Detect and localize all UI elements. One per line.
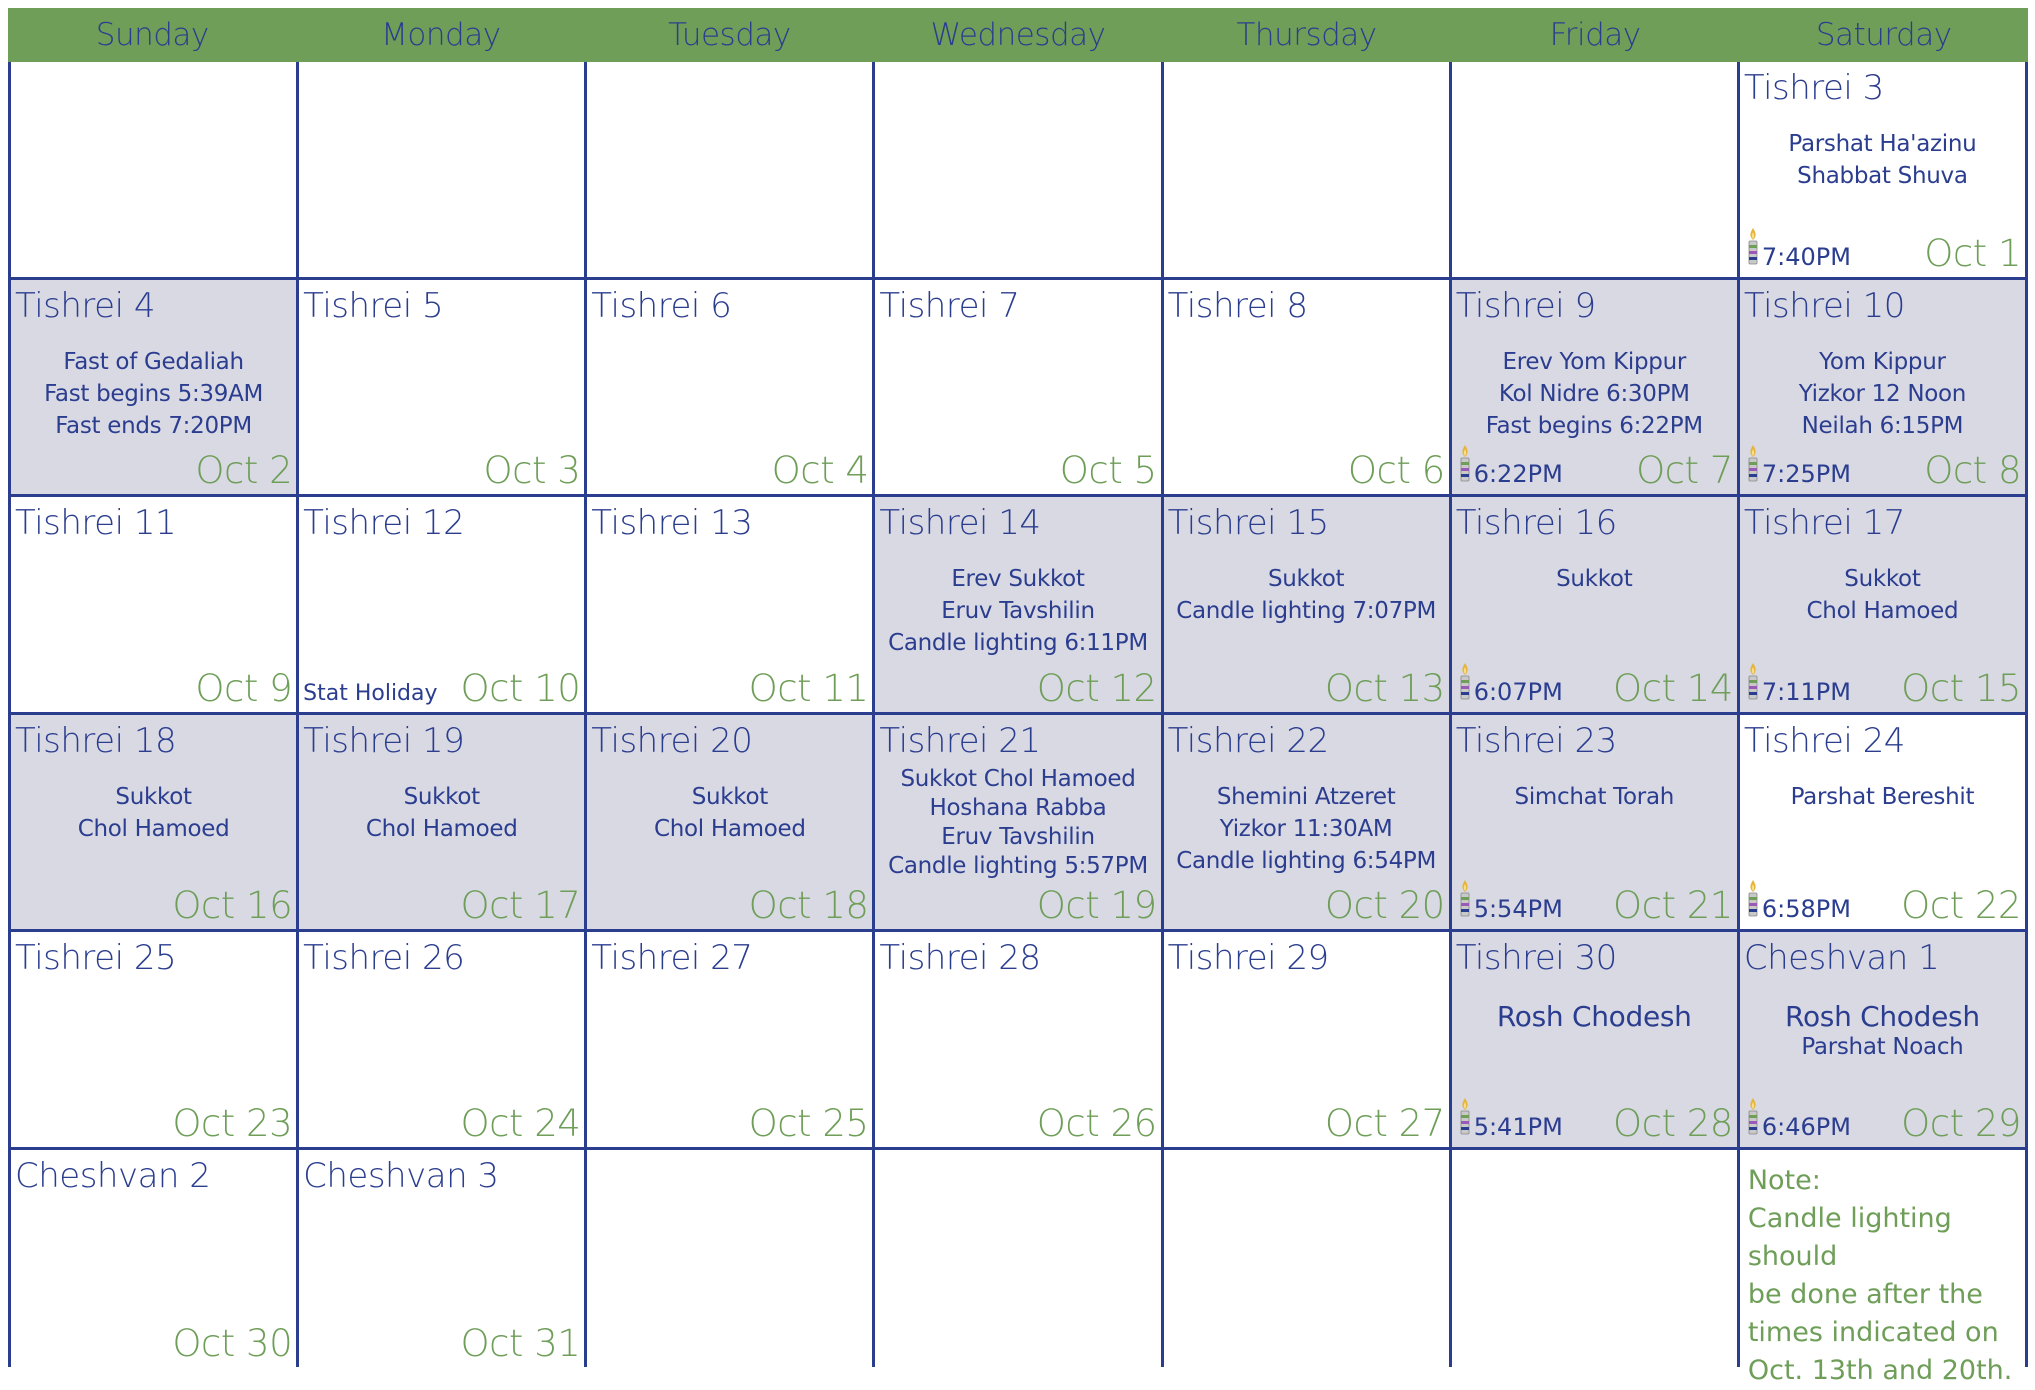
candle-icon [1746,662,1762,706]
event-list [1452,563,1737,595]
hebrew-date: Tishrei 26 [303,938,465,978]
gregorian-date: Oct 21 [1613,884,1733,927]
candle-icon [1746,444,1762,488]
event-item: Kol Nidre 6:30PM [1498,380,1690,407]
event-item: Candle lighting 6:11PM [888,630,1148,656]
candle-icon [1746,227,1762,271]
hebrew-date: Tishrei 6 [591,285,732,326]
candle-lighting-time [1746,879,1851,923]
event-item: Parshat Ha'azinu [1788,131,1977,157]
day-cell [875,715,1163,933]
candle-lighting-time [1746,662,1851,706]
event-list [1452,346,1737,442]
candle-time: 5:41PM [1473,1112,1563,1141]
event-list [587,781,872,845]
empty-day-cell [875,62,1163,280]
event-list [875,765,1160,881]
gregorian-date: Oct 6 [1347,449,1445,492]
note-line: times indicated on [1747,1316,1999,1348]
event-item: Candle lighting 6:54PM [1176,847,1437,874]
candle-icon [1746,879,1762,923]
weekday-saturday: Saturday [1815,17,1952,53]
day-cell [11,280,299,498]
hebrew-date: Tishrei 17 [1743,503,1905,543]
candle-time: 7:25PM [1761,460,1851,488]
day-cell [587,932,875,1150]
empty-day-cell [587,1150,875,1368]
hebrew-date: Tishrei 9 [1455,285,1596,326]
weekday-monday: Monday [381,17,501,53]
day-cell [1164,280,1452,498]
gregorian-date: Oct 11 [748,666,869,710]
gregorian-date: Oct 28 [1613,1101,1733,1145]
event-item: Fast begins 6:22PM [1485,412,1703,439]
gregorian-date: Oct 20 [1324,884,1445,927]
hebrew-date: Tishrei 10 [1743,285,1905,326]
candle-lighting-time [1458,879,1563,923]
event-list [1164,563,1449,627]
gregorian-date: Oct 1 [1924,231,2021,275]
day-cell [1740,497,2028,715]
candle-lighting-time [1746,444,1851,488]
candle-lighting-time [1458,662,1563,706]
day-cell [299,280,587,498]
candle-lighting-time [1458,1097,1563,1141]
day-cell [875,932,1163,1150]
event-item: Neilah 6:15PM [1801,412,1964,439]
stat-holiday-label: Stat Holiday [303,680,438,706]
gregorian-date: Oct 5 [1059,449,1157,492]
weekday-friday: Friday [1549,17,1641,53]
event-item: Simchat Torah [1514,783,1675,810]
event-item: Erev Yom Kippur [1502,348,1687,375]
note-line: Note: [1747,1164,1821,1196]
candle-lighting-time [1458,444,1563,488]
event-item: Rosh Chodesh [1785,1000,1980,1033]
candle-time: 6:46PM [1761,1112,1851,1141]
event-list [1740,128,2025,192]
day-cell [875,497,1163,715]
hebrew-date: Cheshvan 2 [15,1155,211,1196]
gregorian-date: Oct 3 [483,449,581,492]
day-cell [1452,280,1740,498]
gregorian-date: Oct 7 [1636,449,1733,492]
gregorian-date: Oct 27 [1324,1101,1445,1145]
weekday-header [8,8,2028,62]
day-cell [1164,932,1452,1150]
event-item: Sukkot [1844,566,1921,592]
event-item: Rosh Chodesh [1496,1000,1692,1033]
hebrew-date: Tishrei 5 [303,285,444,326]
gregorian-date: Oct 26 [1036,1101,1157,1145]
hebrew-date: Tishrei 12 [303,503,465,543]
gregorian-date: Oct 18 [748,884,869,927]
event-item: Candle lighting 5:57PM [888,852,1148,879]
day-cell [299,715,587,933]
candle-icon [1458,879,1474,923]
day-cell [1164,715,1452,933]
hebrew-date: Tishrei 14 [879,503,1041,543]
empty-day-cell [875,1150,1163,1368]
weekday-thursday: Thursday [1236,17,1377,53]
note-line: be done after the [1747,1278,1983,1310]
candle-time: 6:07PM [1473,677,1563,706]
candle-time: 6:22PM [1473,460,1563,488]
event-list [1452,1002,1737,1032]
gregorian-date: Oct 14 [1613,666,1733,710]
note-line: Oct. 13th and 20th. [1747,1354,2013,1386]
day-cell [587,280,875,498]
hebrew-date: Tishrei 20 [591,720,753,761]
gregorian-date: Oct 4 [771,449,869,492]
hebrew-date: Tishrei 23 [1455,720,1617,761]
candle-icon [1458,1097,1474,1141]
candle-icon [1746,1097,1762,1141]
candle-icon [1458,662,1474,706]
event-list [1452,781,1737,813]
event-item: Fast ends 7:20PM [55,412,252,439]
event-item: Erev Sukkot [951,566,1085,592]
hebrew-date: Tishrei 15 [1167,503,1329,543]
hebrew-date: Tishrei 4 [15,285,155,326]
empty-day-cell [1164,62,1452,280]
weekday-wednesday: Wednesday [930,17,1106,53]
hebrew-date: Tishrei 25 [15,938,177,978]
hebrew-date: Tishrei 27 [591,938,753,978]
event-item: Eruv Tavshilin [941,598,1095,624]
day-cell [1740,932,2028,1150]
day-cell [1740,62,2028,280]
candle-time: 5:54PM [1473,895,1563,923]
gregorian-date: Oct 31 [460,1322,581,1365]
event-item: Yom Kippur [1819,348,1946,375]
hebrew-date: Tishrei 3 [1743,68,1884,108]
candle-time: 7:40PM [1761,242,1851,271]
event-item: Shemini Atzeret [1216,783,1396,810]
gregorian-date: Oct 16 [172,884,293,927]
hebrew-date: Cheshvan 1 [1743,938,1940,978]
note-line: Candle lighting should [1747,1202,1952,1272]
gregorian-date: Oct 29 [1901,1101,2021,1145]
hebrew-date: Tishrei 13 [591,503,753,543]
candle-lighting-time [1746,1097,1851,1141]
gregorian-date: Oct 9 [195,666,293,710]
gregorian-date: Oct 15 [1901,666,2021,710]
event-item: Shabbat Shuva [1797,163,1968,189]
hebrew-date: Tishrei 29 [1167,938,1329,978]
hebrew-date: Tishrei 19 [303,720,465,761]
hebrew-date: Tishrei 16 [1455,503,1617,543]
event-list [1740,346,2025,442]
candle-lighting-time [1746,227,1851,271]
hebrew-date: Tishrei 28 [879,938,1041,978]
day-cell [1452,932,1740,1150]
event-item: Parshat Bereshit [1790,783,1975,810]
candle-lighting-note [1748,1162,2021,1390]
day-cell [1164,497,1452,715]
day-cell [299,497,587,715]
empty-day-cell [1452,62,1740,280]
event-item: Sukkot [691,783,768,810]
weekday-tuesday: Tuesday [668,17,791,53]
empty-day-cell [1452,1150,1740,1368]
gregorian-date: Oct 8 [1924,449,2021,492]
empty-day-cell [1164,1150,1452,1368]
day-cell [11,1150,299,1368]
event-item: Hoshana Rabba [929,794,1107,821]
event-list [1740,781,2025,813]
gregorian-date: Oct 19 [1036,884,1157,927]
candle-time: 7:11PM [1761,677,1851,706]
gregorian-date: Oct 25 [748,1101,869,1145]
day-cell [299,1150,587,1368]
gregorian-date: Oct 12 [1036,666,1157,710]
gregorian-date: Oct 13 [1324,666,1445,710]
gregorian-date: Oct 24 [460,1101,581,1145]
event-list [1740,563,2025,627]
gregorian-date: Oct 17 [460,884,581,927]
event-item: Fast begins 5:39AM [44,380,264,407]
candle-time: 6:58PM [1761,895,1851,923]
event-list [11,781,296,845]
event-item: Yizkor 12 Noon [1798,380,1967,407]
hebrew-date: Tishrei 30 [1455,938,1617,978]
hebrew-date: Tishrei 11 [15,503,177,543]
calendar-grid [8,62,2028,1386]
event-list [299,781,584,845]
event-list [11,346,296,442]
hebrew-date: Tishrei 24 [1743,720,1905,761]
event-item: Yizkor 11:30AM [1219,815,1393,842]
hebrew-date: Tishrei 21 [879,720,1041,761]
day-cell [11,497,299,715]
event-item: Chol Hamoed [1806,598,1959,624]
day-cell [1740,280,2028,498]
event-item: Sukkot [1267,566,1345,592]
day-cell [587,715,875,933]
hebrew-date: Tishrei 18 [15,720,177,761]
event-item: Sukkot [403,783,480,810]
event-list [1740,1002,2025,1062]
hebrew-date: Tishrei 8 [1167,285,1308,326]
gregorian-date: Oct 2 [195,449,293,492]
day-cell [11,932,299,1150]
event-item: Chol Hamoed [77,815,230,842]
empty-day-cell [1740,1150,2028,1386]
day-cell [11,715,299,933]
event-item: Chol Hamoed [653,815,806,842]
empty-day-cell [299,62,587,280]
event-item: Parshat Noach [1801,1034,1964,1060]
event-item: Candle lighting 7:07PM [1176,598,1437,624]
event-list [1164,781,1449,877]
event-item: Chol Hamoed [365,815,518,842]
event-item: Eruv Tavshilin [941,823,1095,850]
day-cell [875,280,1163,498]
gregorian-date: Oct 22 [1901,884,2021,927]
day-cell [587,497,875,715]
event-item: Sukkot [115,783,192,810]
hebrew-date: Tishrei 7 [879,285,1020,326]
empty-day-cell [587,62,875,280]
hebrew-date: Tishrei 22 [1167,720,1329,761]
day-cell [1452,715,1740,933]
day-cell [1452,497,1740,715]
event-list [875,563,1160,659]
day-cell [1740,715,2028,933]
empty-day-cell [11,62,299,280]
event-item: Sukkot Chol Hamoed [900,765,1136,792]
gregorian-date: Oct 30 [172,1322,293,1365]
hebrew-date: Cheshvan 3 [303,1155,499,1196]
event-item: Sukkot [1556,566,1633,592]
day-cell [299,932,587,1150]
gregorian-date: Oct 10 [460,666,581,710]
gregorian-date: Oct 23 [172,1101,293,1145]
weekday-sunday: Sunday [95,17,209,53]
candle-icon [1458,444,1474,488]
event-item: Fast of Gedaliah [63,348,244,375]
